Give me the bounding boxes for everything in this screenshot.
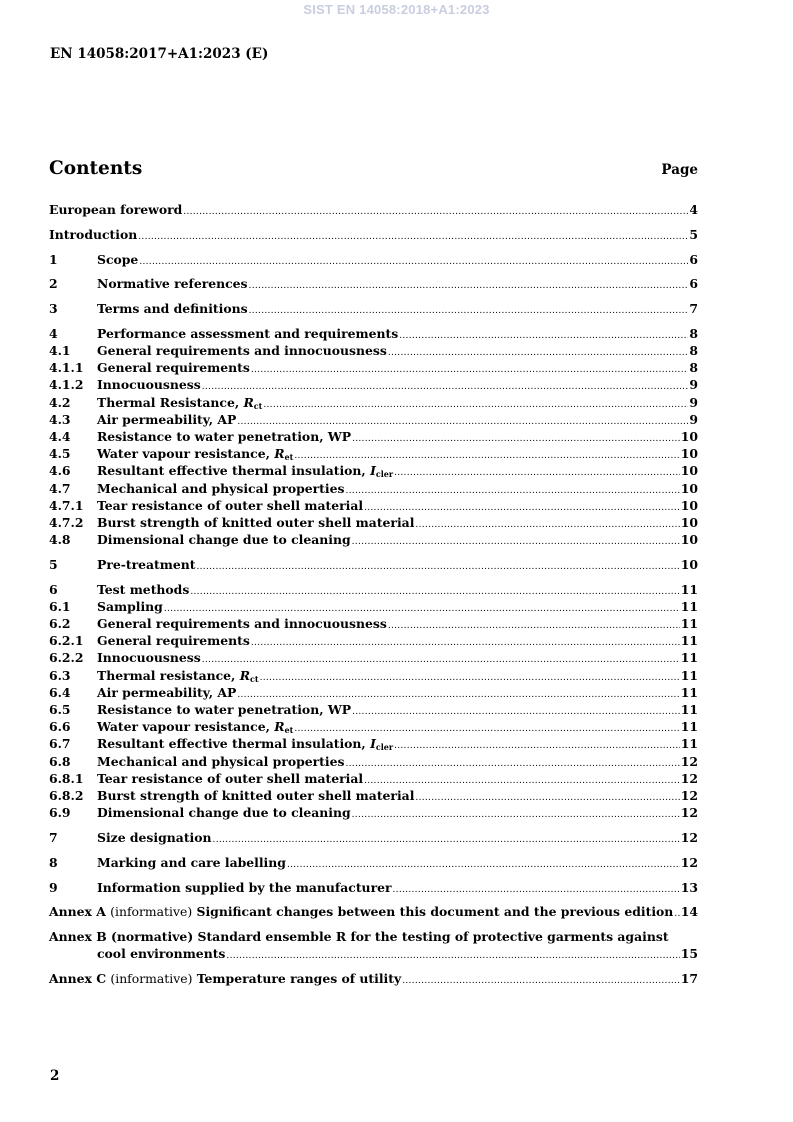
toc-entry-page: 10	[680, 463, 698, 479]
toc-entry-page: 11	[680, 650, 698, 666]
dot-leader	[249, 278, 689, 295]
toc-entry[interactable]	[49, 275, 698, 292]
toc-entry[interactable]	[49, 376, 698, 393]
toc-entry-page: 13	[680, 879, 698, 895]
toc-entry-number: 4.1.1	[49, 360, 84, 376]
contents-title: Contents	[49, 158, 143, 179]
toc-entry-title	[97, 428, 351, 445]
dot-leader	[260, 670, 680, 687]
toc-entry-number: 6.8	[49, 753, 71, 769]
annex-c-entry[interactable]	[49, 970, 698, 987]
toc-entry-title	[97, 251, 138, 268]
toc-entry-title-text: Introduction	[49, 226, 138, 242]
toc-entry[interactable]	[49, 701, 698, 718]
toc-entry-title-text: Resultant effective thermal insulation,	[97, 463, 371, 479]
toc-entry-number: 4.1.2	[49, 377, 84, 393]
toc-entry-page: 9	[689, 377, 698, 393]
toc-entry-page: 8	[689, 325, 698, 341]
toc-entry-number: 4.3	[49, 411, 71, 427]
dot-leader	[139, 254, 688, 271]
annex-kind: (informative)	[110, 904, 193, 920]
toc-entry-title-text: Terms and definitions	[97, 301, 248, 317]
toc-entry-title	[97, 804, 351, 821]
toc-entry-title	[97, 854, 286, 871]
toc-entry-number: 4.8	[49, 532, 71, 548]
toc-entry-title	[97, 556, 195, 573]
toc-entry-page: 11	[680, 719, 698, 735]
annex-label	[49, 903, 673, 920]
toc-entry-symbol-subscript: et	[284, 725, 294, 736]
dot-leader	[263, 397, 688, 414]
toc-entry-number: 5	[49, 556, 58, 572]
toc-entry-title	[97, 497, 363, 514]
toc-entry-number: 4.1	[49, 343, 71, 359]
toc-entry-title-text: Air permeability, AP	[97, 411, 237, 427]
annex-label-text: Annex C	[49, 971, 107, 987]
toc-entry-page: 8	[689, 343, 698, 359]
toc-entry-symbol-subscript: ct	[250, 673, 259, 684]
toc-entry-page: 12	[680, 770, 698, 786]
toc-entry-number: 6.2.2	[49, 650, 84, 666]
toc-entry-title	[97, 325, 398, 342]
toc-entry-title	[97, 275, 248, 292]
toc-entry-title	[97, 411, 236, 428]
toc-entry-page: 4	[689, 202, 698, 217]
toc-entry-title-text: Dimensional change due to cleaning	[97, 532, 351, 548]
toc-entry-title	[97, 359, 250, 376]
dot-leader	[196, 559, 679, 576]
toc-entry-title	[97, 615, 387, 632]
toc-entry[interactable]	[49, 556, 698, 573]
toc-entry-title-text: General requirements and innocuousness	[97, 616, 387, 632]
toc-entry-title-text: Normative references	[97, 276, 248, 292]
dot-leader	[402, 973, 680, 990]
toc-entry[interactable]	[49, 325, 698, 342]
toc-entry[interactable]	[49, 514, 698, 531]
toc-entry[interactable]	[49, 581, 698, 598]
toc-entry-page: 8	[689, 360, 698, 376]
toc-entry-title-text: Water vapour resistance,	[97, 446, 275, 462]
toc-entry-number: 9	[49, 879, 58, 895]
toc-entry-title	[97, 787, 414, 804]
toc-entry-title-text: Thermal resistance,	[97, 667, 240, 683]
toc-entry[interactable]	[49, 829, 698, 846]
toc-entry[interactable]	[49, 480, 698, 497]
annex-title: Temperature ranges of utility	[196, 971, 402, 987]
page-number: 2	[50, 1068, 60, 1084]
annex-label-text: Annex A	[49, 904, 106, 920]
toc-entry[interactable]	[49, 531, 698, 548]
toc-entry-title-text: Sampling	[97, 598, 163, 614]
toc-entry-page: 11	[680, 598, 698, 614]
toc-entry[interactable]	[49, 462, 698, 479]
toc-entry[interactable]	[49, 735, 698, 752]
toc-entry-title-text: European foreword	[49, 202, 183, 217]
dot-leader	[345, 483, 679, 500]
toc-entry[interactable]	[49, 201, 698, 218]
toc-entry-page: 10	[680, 532, 698, 548]
toc-entry-title-text: Test methods	[97, 581, 190, 597]
toc-entry[interactable]	[49, 753, 698, 770]
dot-leader	[393, 882, 680, 899]
toc-entry-number: 6.8.2	[49, 787, 84, 803]
toc-entry-title-text: Innocuousness	[97, 377, 201, 393]
toc-entry-title-text: Burst strength of knitted outer shell material	[97, 514, 415, 530]
toc-entry-page: 11	[680, 702, 698, 718]
dot-leader	[352, 807, 680, 824]
annex-title-line1: Standard ensemble R for the testing of protective garments against	[197, 929, 669, 945]
toc-entry-symbol: R	[274, 719, 285, 735]
toc-entry-number: 4.6	[49, 463, 71, 479]
toc-entry-title-text: Marking and care labelling	[97, 854, 286, 870]
toc-entry-title	[97, 581, 189, 598]
toc-entry-title	[97, 632, 250, 649]
toc-entry-title-text: Tear resistance of outer shell material	[97, 497, 364, 513]
toc-entry-number: 6.2	[49, 616, 71, 632]
page-column-label: Page	[661, 162, 698, 178]
dot-leader	[399, 328, 688, 345]
toc-entry-title-text: Resistance to water penetration, WP	[97, 702, 352, 718]
toc-entry-page: 11	[680, 736, 698, 752]
annex-page: 14	[680, 904, 698, 920]
toc-entry[interactable]	[49, 770, 698, 787]
toc-entry-page: 11	[680, 684, 698, 700]
toc-entry-number: 4.2	[49, 394, 71, 410]
toc-entry-number: 4	[49, 325, 58, 341]
dot-leader	[388, 618, 680, 635]
toc-entry[interactable]	[49, 359, 698, 376]
annex-page: 15	[680, 946, 698, 962]
dot-leader	[138, 229, 688, 246]
toc-entry-page: 10	[680, 514, 698, 530]
toc-entry-number: 6.2.1	[49, 633, 84, 649]
toc-entry[interactable]	[49, 854, 698, 871]
dot-leader	[251, 635, 680, 652]
toc-entry-symbol-subscript: cler	[375, 469, 394, 480]
toc-entry-page: 6	[689, 251, 698, 267]
dot-leader	[674, 906, 679, 923]
toc-entry[interactable]	[49, 615, 698, 632]
toc-entry-page: 5	[689, 226, 698, 242]
toc-entry-title-text: Dimensional change due to cleaning	[97, 805, 351, 821]
dot-leader	[202, 379, 689, 396]
toc-entry-title-text: Thermal Resistance,	[97, 394, 244, 410]
toc-entry-page: 11	[680, 581, 698, 597]
toc-entry[interactable]	[49, 718, 698, 735]
toc-entry-title	[97, 649, 201, 666]
toc-entry[interactable]	[49, 226, 698, 243]
annex-line-2	[49, 945, 698, 962]
dot-leader	[394, 465, 680, 482]
toc-entry-page: 10	[680, 497, 698, 513]
toc-entry-title-text: Mechanical and physical properties	[97, 480, 345, 496]
toc-entry-title	[97, 342, 387, 359]
toc-entry-title-text: Mechanical and physical properties	[97, 753, 345, 769]
toc-entry-title-text: Air permeability, AP	[97, 684, 237, 700]
toc-entry-title-text: General requirements	[97, 633, 250, 649]
toc-entry-title	[97, 598, 163, 615]
toc-entry[interactable]	[49, 787, 698, 804]
dot-leader	[352, 704, 680, 721]
toc-entry-title	[97, 770, 363, 787]
toc-entry[interactable]	[49, 879, 698, 896]
toc-entry-title	[97, 480, 344, 497]
toc-entry-title-text: Size designation	[97, 829, 212, 845]
toc-entry[interactable]	[49, 667, 698, 684]
toc-entry-symbol: R	[239, 667, 250, 683]
toc-entry-page: 12	[680, 805, 698, 821]
toc-entry-page: 10	[680, 556, 698, 572]
dot-leader	[251, 362, 689, 379]
annex-b-entry[interactable]	[49, 928, 698, 962]
toc-entry-number: 6.4	[49, 684, 71, 700]
toc-entry[interactable]	[49, 342, 698, 359]
annex-label	[49, 970, 401, 987]
toc-entry-symbol-subscript: cler	[375, 742, 394, 753]
toc-entry-number: 6.5	[49, 702, 71, 718]
annex-title: Significant changes between this document and the previous edition	[196, 904, 674, 920]
dot-leader	[415, 790, 679, 807]
toc-entry[interactable]	[49, 684, 698, 701]
dot-leader	[183, 204, 688, 221]
toc-entry-title-text: General requirements and innocuousness	[97, 343, 387, 359]
toc-entry-symbol: R	[243, 394, 254, 410]
toc-entry-page: 12	[680, 854, 698, 870]
watermark: SIST EN 14058:2018+A1:2023	[303, 2, 490, 17]
toc-entry-number: 8	[49, 854, 58, 870]
toc-entry-number: 4.5	[49, 446, 71, 462]
toc-entry-title	[97, 531, 351, 548]
toc-entry[interactable]	[49, 251, 698, 268]
dot-leader	[388, 345, 689, 362]
toc-entry-title	[97, 753, 344, 770]
dot-leader	[249, 303, 689, 320]
toc-entry-symbol: R	[274, 446, 285, 462]
toc-entry-title-text: Burst strength of knitted outer shell material	[97, 787, 415, 803]
toc-entry-page: 9	[689, 411, 698, 427]
dot-leader	[226, 948, 679, 965]
toc-entry-title-text: Innocuousness	[97, 650, 201, 666]
table-of-contents	[49, 201, 698, 987]
toc-entry-number: 6.3	[49, 667, 71, 683]
toc-entry-number: 6.6	[49, 719, 71, 735]
toc-entry-page: 12	[680, 787, 698, 803]
toc-entry[interactable]	[49, 428, 698, 445]
toc-entry-number: 6.8.1	[49, 770, 84, 786]
annex-a-entry[interactable]	[49, 903, 698, 920]
toc-entry-title	[97, 514, 414, 531]
toc-entry-page: 10	[680, 446, 698, 462]
toc-entry-number: 2	[49, 276, 58, 292]
toc-entry-title-text: Resultant effective thermal insulation,	[97, 736, 371, 752]
annex-label-text: Annex B (normative)	[49, 929, 194, 945]
toc-entry-title	[97, 879, 392, 896]
toc-entry[interactable]	[49, 445, 698, 462]
dot-leader	[394, 738, 680, 755]
toc-entry[interactable]	[49, 394, 698, 411]
dot-leader	[190, 584, 679, 601]
toc-entry-title-text: Water vapour resistance,	[97, 719, 275, 735]
toc-entry-number: 1	[49, 251, 58, 267]
dot-leader	[345, 756, 679, 773]
toc-entry-number: 6.7	[49, 736, 71, 752]
toc-entry-symbol-subscript: ct	[253, 400, 263, 411]
toc-entry-title	[97, 684, 236, 701]
toc-entry-title-text: Scope	[97, 251, 139, 267]
toc-entry-title	[97, 300, 248, 317]
toc-entry-number: 7	[49, 829, 58, 845]
toc-entry-number: 6	[49, 581, 58, 597]
dot-leader	[352, 534, 680, 551]
toc-entry[interactable]	[49, 632, 698, 649]
toc-entry-number: 6.9	[49, 805, 71, 821]
toc-entry-title-text: Resistance to water penetration, WP	[97, 429, 352, 445]
dot-leader	[415, 517, 679, 534]
toc-entry-number: 4.7.1	[49, 497, 84, 513]
dot-leader	[213, 832, 680, 849]
toc-entry-title-text: Information supplied by the manufacturer	[97, 879, 392, 895]
toc-entry-number: 4.7.2	[49, 514, 84, 530]
toc-entry-title	[49, 201, 182, 218]
toc-entry-title-text: Pre-treatment	[97, 556, 196, 572]
annex-title-line2: cool environments	[97, 946, 226, 962]
dot-leader	[202, 652, 680, 669]
toc-entry[interactable]	[49, 804, 698, 821]
toc-entry-number: 4.4	[49, 429, 71, 445]
toc-entry[interactable]	[49, 497, 698, 514]
toc-entry-title-text: Tear resistance of outer shell material	[97, 770, 364, 786]
toc-entry-title	[49, 226, 137, 243]
toc-entry[interactable]	[49, 300, 698, 317]
toc-entry-number: 3	[49, 301, 58, 317]
toc-entry-number: 4.7	[49, 480, 71, 496]
toc-entry-page: 11	[680, 667, 698, 683]
toc-entry-page: 6	[689, 276, 698, 292]
toc-entry-symbol: I	[370, 736, 376, 752]
toc-entry-page: 11	[680, 633, 698, 649]
toc-entry-title-text: Performance assessment and requirements	[97, 325, 399, 341]
toc-entry-page: 7	[689, 301, 698, 317]
toc-entry-page: 10	[680, 480, 698, 496]
annex-page: 17	[680, 971, 698, 987]
annex-kind: (informative)	[110, 971, 193, 987]
toc-entry-page: 10	[680, 429, 698, 445]
annex-line-1	[49, 928, 698, 945]
toc-entry-title-text: General requirements	[97, 360, 250, 376]
dot-leader	[287, 857, 680, 874]
toc-entry[interactable]	[49, 649, 698, 666]
toc-entry-page: 12	[680, 753, 698, 769]
toc-entry-title	[97, 829, 212, 846]
dot-leader	[352, 431, 680, 448]
toc-entry-number: 6.1	[49, 598, 71, 614]
toc-entry[interactable]	[49, 411, 698, 428]
toc-entry-page: 11	[680, 616, 698, 632]
toc-entry[interactable]	[49, 598, 698, 615]
toc-entry-symbol: I	[370, 463, 376, 479]
toc-entry-symbol-subscript: et	[284, 452, 294, 463]
toc-entry-page: 9	[689, 394, 698, 410]
toc-entry-title	[97, 376, 201, 393]
toc-entry-page: 12	[680, 829, 698, 845]
document-header: EN 14058:2017+A1:2023 (E)	[50, 46, 269, 62]
toc-entry-title	[97, 701, 351, 718]
